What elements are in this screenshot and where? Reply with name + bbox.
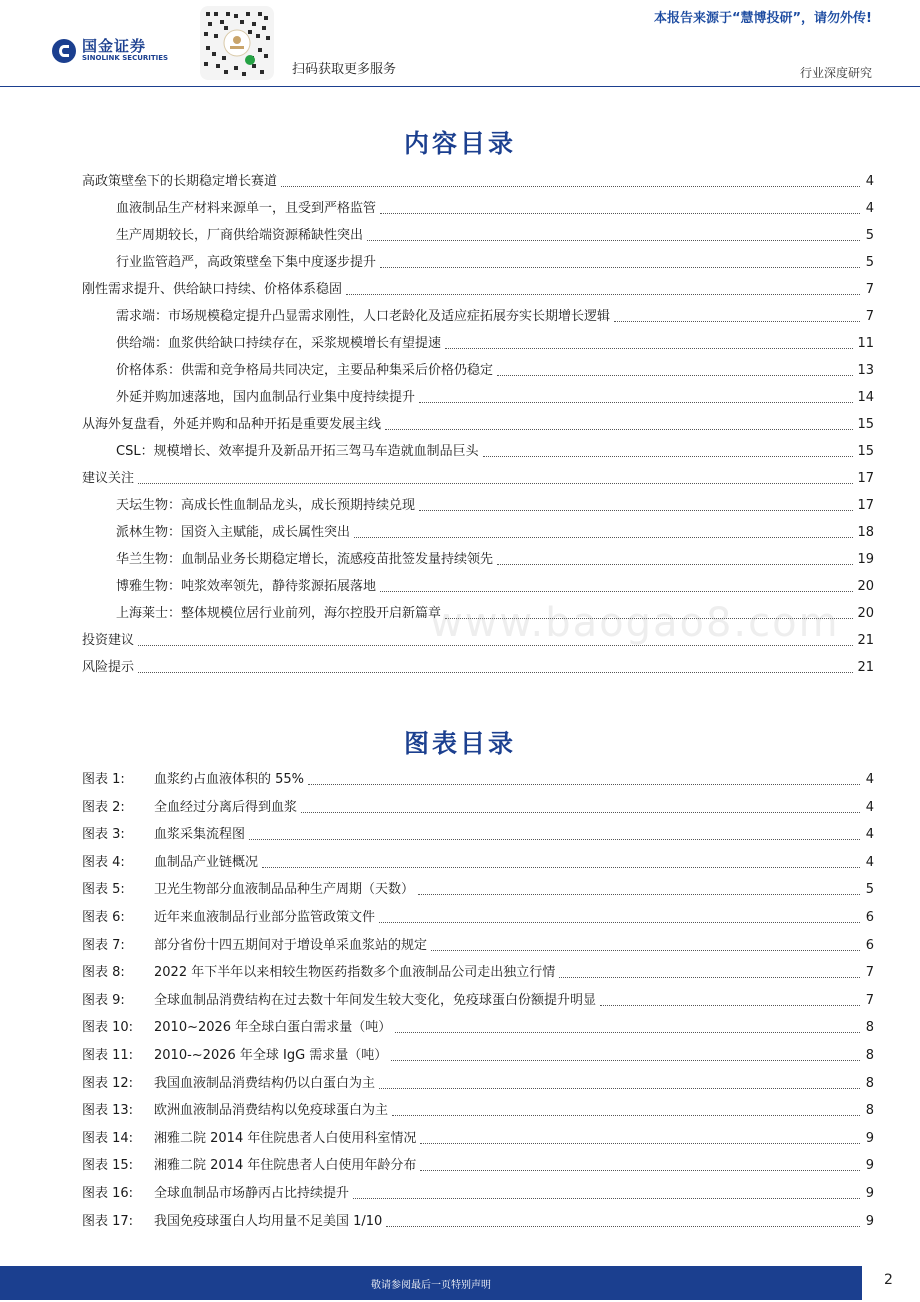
figure-entry[interactable] — [82, 908, 874, 928]
toc-entry-title: 供给端：血浆供给缺口持续存在，采浆规模增长有望提速 — [116, 336, 442, 351]
figure-entry-title: 血制品产业链概况 — [154, 855, 259, 870]
figure-entry-title: 全球血制品消费结构在过去数十年间发生较大变化，免疫球蛋白份额提升明显 — [154, 993, 597, 1008]
toc-entry-page: 7 — [865, 309, 874, 324]
figure-entry-title: 2010~2026 年全球白蛋白需求量（吨） — [154, 1020, 392, 1035]
toc-entry-page: 4 — [865, 201, 874, 216]
figure-entry-title: 欧洲血液制品消费结构以免疫球蛋白为主 — [154, 1103, 389, 1118]
toc-entry[interactable] — [116, 523, 874, 543]
toc-leader-dots — [281, 185, 860, 187]
figure-leader-dots — [386, 1225, 860, 1227]
figure-entry-title: 湘雅二院 2014 年住院患者人白使用年龄分布 — [154, 1158, 417, 1173]
source-note: 本报告来源于“慧博投研”，请勿外传! — [653, 11, 872, 26]
toc-entry-title: 华兰生物：血制品业务长期稳定增长，流感疫苗批签发量持续领先 — [116, 552, 494, 567]
toc-entry[interactable] — [82, 415, 874, 435]
toc-entry-title: 外延并购加速落地，国内血制品行业集中度持续提升 — [116, 390, 416, 405]
toc-entry-page: 19 — [857, 552, 874, 567]
toc-entry[interactable] — [116, 253, 874, 273]
figure-entry[interactable] — [82, 936, 874, 956]
logo-name-cn: 国金证券 — [82, 37, 147, 55]
toc-entry-page: 15 — [857, 417, 874, 432]
toc-entry-page: 15 — [857, 444, 874, 459]
figure-entry[interactable] — [82, 1212, 874, 1232]
figure-leader-dots — [420, 1169, 860, 1171]
figure-entry-number: 图表 17: — [82, 1214, 134, 1229]
toc-entry-page: 20 — [857, 606, 874, 621]
toc-leader-dots — [380, 590, 853, 592]
toc-entry-title: 生产周期较长，厂商供给端资源稀缺性突出 — [116, 228, 364, 243]
toc-entry-page: 7 — [865, 282, 874, 297]
figure-entry-number: 图表 13: — [82, 1103, 134, 1118]
figure-entry[interactable] — [82, 1156, 874, 1176]
figure-entry-page: 4 — [865, 800, 874, 815]
toc-entry-page: 11 — [857, 336, 874, 351]
figure-entry-number: 图表 1: — [82, 772, 125, 787]
figure-entry-title: 湘雅二院 2014 年住院患者人白使用科室情况 — [154, 1131, 417, 1146]
company-logo — [52, 38, 168, 63]
toc-leader-dots — [445, 347, 853, 349]
page-header — [0, 0, 920, 90]
toc-entry[interactable] — [116, 199, 874, 219]
toc-entry[interactable] — [116, 226, 874, 246]
figure-leader-dots — [431, 949, 860, 951]
figure-entry-page: 6 — [865, 910, 874, 925]
toc-entry-page: 20 — [857, 579, 874, 594]
toc-entry[interactable] — [82, 172, 874, 192]
figure-entry-number: 图表 16: — [82, 1186, 134, 1201]
toc-entry-page: 5 — [865, 255, 874, 270]
toc-leader-dots — [380, 266, 860, 268]
figure-entry-number: 图表 15: — [82, 1158, 134, 1173]
figure-leader-dots — [249, 838, 860, 840]
figure-entry-title: 血浆约占血液体积的 55% — [154, 772, 305, 787]
figure-leader-dots — [559, 976, 860, 978]
figure-leader-dots — [379, 1087, 860, 1089]
figure-entry[interactable] — [82, 1129, 874, 1149]
toc-entry-title: 从海外复盘看，外延并购和品种开拓是重要发展主线 — [82, 417, 382, 432]
figure-entry-page: 7 — [865, 993, 874, 1008]
figure-leader-dots — [420, 1142, 860, 1144]
toc-entry[interactable] — [116, 388, 874, 408]
figure-entry-title: 卫光生物部分血液制品品种生产周期（天数） — [154, 882, 415, 897]
figure-entry-title: 2010-~2026 年全球 IgG 需求量（吨） — [154, 1048, 388, 1063]
toc-leader-dots — [380, 212, 860, 214]
toc-leader-dots — [346, 293, 860, 295]
figure-leader-dots — [262, 866, 860, 868]
figure-entry[interactable] — [82, 1046, 874, 1066]
figure-entry-page: 4 — [865, 827, 874, 842]
toc-entry[interactable] — [82, 469, 874, 489]
toc-leader-dots — [419, 401, 853, 403]
toc-entry-title: 派林生物：国资入主赋能，成长属性突出 — [116, 525, 351, 540]
logo-mark-icon — [52, 39, 76, 63]
figure-leader-dots — [301, 811, 860, 813]
toc-entry-page: 17 — [857, 498, 874, 513]
figure-entry[interactable] — [82, 825, 874, 845]
figure-entry-number: 图表 9: — [82, 993, 125, 1008]
figure-entry-number: 图表 6: — [82, 910, 125, 925]
toc-entry-page: 18 — [857, 525, 874, 540]
toc-entry-title: 需求端：市场规模稳定提升凸显需求刚性，人口老龄化及适应症拓展夯实长期增长逻辑 — [116, 309, 611, 324]
figure-entry[interactable] — [82, 963, 874, 983]
toc-entry-title: 风险提示 — [82, 660, 135, 675]
figures-title: 图表目录 — [403, 729, 516, 758]
toc-leader-dots — [483, 455, 854, 457]
toc-entry-page: 17 — [857, 471, 874, 486]
figure-entry[interactable] — [82, 853, 874, 873]
figure-entry-number: 图表 12: — [82, 1076, 134, 1091]
figure-entry-page: 9 — [865, 1214, 874, 1229]
figure-entry[interactable] — [82, 1074, 874, 1094]
figure-entry-page: 9 — [865, 1131, 874, 1146]
figure-entry[interactable] — [82, 880, 874, 900]
qr-code-icon[interactable] — [200, 6, 274, 80]
figure-entry-title: 2022 年下半年以来相较生物医药指数多个血液制品公司走出独立行情 — [154, 965, 556, 980]
figure-entry-title: 近年来血液制品行业部分监管政策文件 — [154, 910, 376, 925]
figure-entry-title: 全血经过分离后得到血浆 — [154, 800, 298, 815]
figure-leader-dots — [392, 1114, 860, 1116]
figure-leader-dots — [379, 921, 860, 923]
toc-leader-dots — [497, 563, 853, 565]
figure-entry-title: 血浆采集流程图 — [154, 827, 246, 842]
figure-entry-title: 我国免疫球蛋白人均用量不足美国 1/10 — [154, 1214, 383, 1229]
figure-leader-dots — [418, 893, 860, 895]
footer-disclaimer: 敬请参阅最后一页特别声明 — [371, 1280, 491, 1291]
toc-leader-dots — [138, 482, 853, 484]
figure-entry-number: 图表 8: — [82, 965, 125, 980]
toc-entry[interactable] — [82, 658, 874, 678]
figure-leader-dots — [391, 1059, 860, 1061]
toc-entry[interactable] — [116, 550, 874, 570]
toc-entry-page: 5 — [865, 228, 874, 243]
toc-entry-title: 上海莱士：整体规模位居行业前列，海尔控股开启新篇章 — [116, 606, 442, 621]
toc-entry-page: 4 — [865, 174, 874, 189]
figure-entry-page: 8 — [865, 1103, 874, 1118]
toc-entry[interactable] — [116, 496, 874, 516]
figure-entry-page: 9 — [865, 1186, 874, 1201]
toc-entry-title: 天坛生物：高成长性血制品龙头，成长预期持续兑现 — [116, 498, 416, 513]
page-number: 2 — [884, 1272, 893, 1288]
toc-leader-dots — [419, 509, 853, 511]
toc-entry-page: 13 — [857, 363, 874, 378]
toc-entry[interactable] — [116, 361, 874, 381]
figure-leader-dots — [353, 1197, 860, 1199]
figure-entry-page: 4 — [865, 855, 874, 870]
figure-leader-dots — [395, 1031, 860, 1033]
qr-caption: 扫码获取更多服务 — [292, 62, 397, 77]
toc-leader-dots — [385, 428, 853, 430]
figure-entry-number: 图表 11: — [82, 1048, 134, 1063]
figure-entry[interactable] — [82, 1184, 874, 1204]
figure-entry-number: 图表 14: — [82, 1131, 134, 1146]
report-type: 行业深度研究 — [799, 66, 872, 80]
figure-leader-dots — [600, 1004, 860, 1006]
toc-entry-title: 投资建议 — [82, 633, 135, 648]
figure-entry-number: 图表 2: — [82, 800, 125, 815]
figure-entry-page: 5 — [865, 882, 874, 897]
watermark: www.baogao8.com — [430, 600, 840, 646]
toc-entry-title: 建议关注 — [82, 471, 135, 486]
toc-entry-page: 21 — [857, 660, 874, 675]
figure-entry-page: 8 — [865, 1048, 874, 1063]
figure-entry-page: 7 — [865, 965, 874, 980]
header-divider — [0, 86, 920, 87]
toc-entry[interactable] — [82, 280, 874, 300]
toc-entry-title: 血液制品生产材料来源单一，且受到严格监管 — [116, 201, 377, 216]
figure-entry-number: 图表 5: — [82, 882, 125, 897]
figure-entry-number: 图表 7: — [82, 938, 125, 953]
toc-entry-title: 高政策壁垒下的长期稳定增长赛道 — [82, 174, 278, 189]
toc-entry-page: 14 — [857, 390, 874, 405]
toc-entry[interactable] — [116, 577, 874, 597]
toc-entry-title: 价格体系：供需和竞争格局共同决定，主要品种集采后价格仍稳定 — [116, 363, 494, 378]
figure-entry-title: 部分省份十四五期间对于增设单采血浆站的规定 — [154, 938, 428, 953]
figure-entry[interactable] — [82, 798, 874, 818]
figure-entry-number: 图表 10: — [82, 1020, 134, 1035]
toc-leader-dots — [354, 536, 853, 538]
figure-entry-title: 我国血液制品消费结构仍以白蛋白为主 — [154, 1076, 376, 1091]
toc-entry-title: CSL：规模增长、效率提升及新品开拓三驾马车造就血制品巨头 — [116, 444, 479, 459]
toc-entry[interactable] — [116, 334, 874, 354]
toc-leader-dots — [497, 374, 853, 376]
figure-entry[interactable] — [82, 1101, 874, 1121]
figure-entry[interactable] — [82, 770, 874, 790]
figure-entry-page: 8 — [865, 1076, 874, 1091]
figure-entry[interactable] — [82, 991, 874, 1011]
toc-entry-title: 行业监管趋严，高政策壁垒下集中度逐步提升 — [116, 255, 377, 270]
toc-entry-title: 刚性需求提升、供给缺口持续、价格体系稳固 — [82, 282, 343, 297]
toc-leader-dots — [138, 671, 853, 673]
toc-entry[interactable] — [116, 442, 874, 462]
figure-entry-page: 6 — [865, 938, 874, 953]
contents-title: 内容目录 — [403, 129, 516, 158]
figure-entry-page: 9 — [865, 1158, 874, 1173]
figure-leader-dots — [308, 783, 860, 785]
toc-entry-page: 21 — [857, 633, 874, 648]
toc-entry[interactable] — [116, 307, 874, 327]
figure-entry-page: 4 — [865, 772, 874, 787]
toc-entry-title: 博雅生物：吨浆效率领先，静待浆源拓展落地 — [116, 579, 377, 594]
figure-entry-number: 图表 4: — [82, 855, 125, 870]
figure-entry[interactable] — [82, 1018, 874, 1038]
toc-leader-dots — [367, 239, 860, 241]
figure-entry-title: 全球血制品市场静丙占比持续提升 — [154, 1186, 350, 1201]
figure-entry-number: 图表 3: — [82, 827, 125, 842]
logo-name-en: SINOLINK SECURITIES — [82, 54, 169, 62]
toc-leader-dots — [614, 320, 860, 322]
figure-entry-page: 8 — [865, 1020, 874, 1035]
